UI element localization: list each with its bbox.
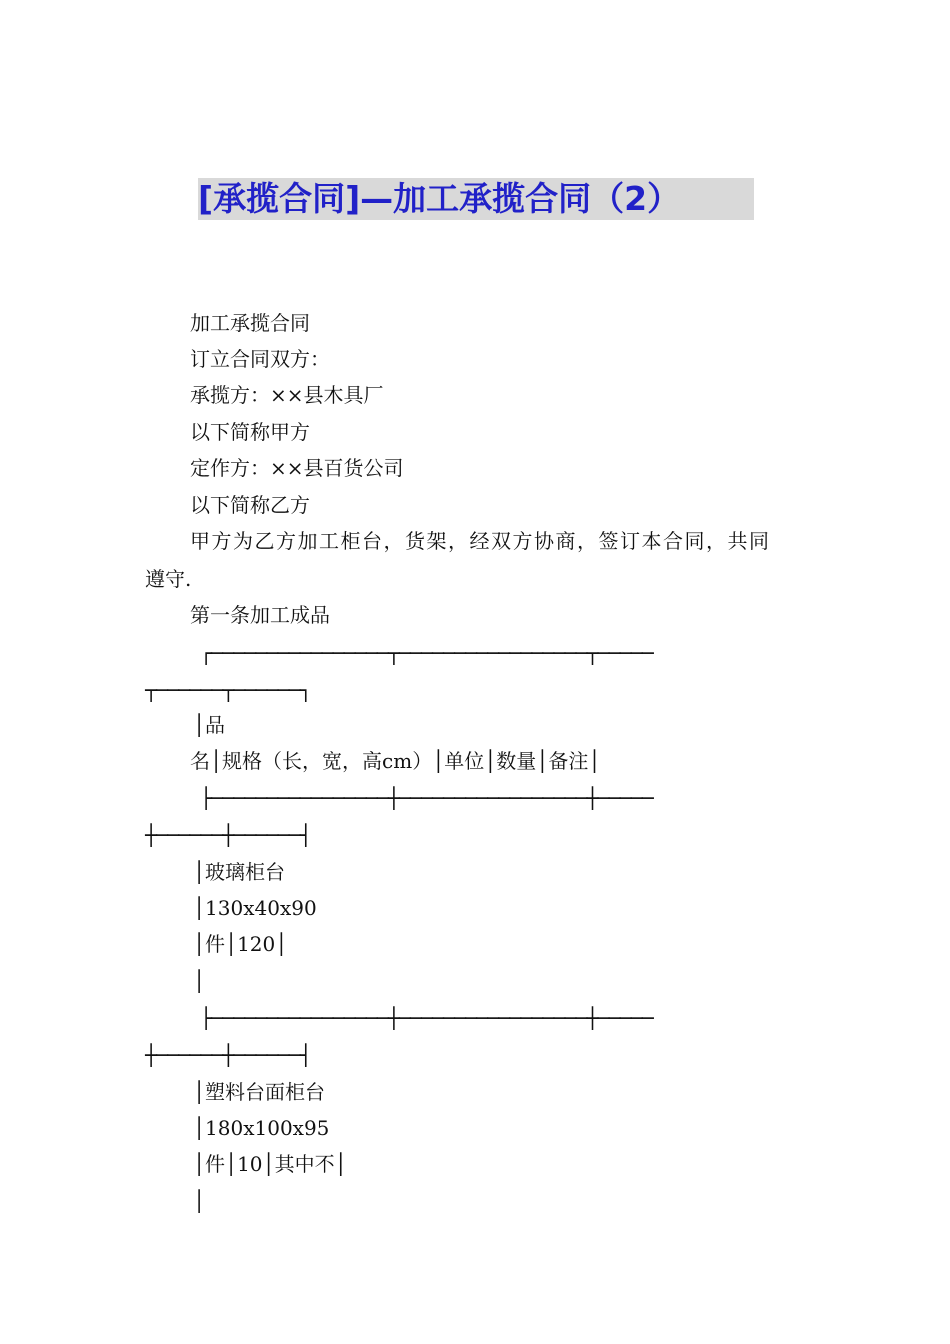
table-separator-2a: ├────────────────┼─────────────────┼───── [200,1006,653,1030]
row2-end: │ [193,1189,206,1213]
row2-size: │180x100x95 [193,1116,330,1140]
row2-name: │塑料台面柜台 [193,1080,326,1104]
row1-unit-qty: │件│120│ [193,932,288,956]
contractor-line: 承揽方：××县木具厂 [190,383,384,407]
preamble-line-2: 遵守. [145,567,192,591]
parties-label: 订立合同双方： [190,347,330,371]
row1-name: │玻璃柜台 [193,860,286,884]
row1-remark: │ [193,969,206,993]
table-header-part-1: │品 [193,713,226,737]
table-separator-2b: ┼──────┼──────┤ [145,1043,311,1067]
contract-heading: 加工承揽合同 [190,311,310,335]
table-header-part-2: 名│规格（长，宽，高cm）│单位│数量│备注│ [190,749,601,773]
party-b-alias: 以下简称乙方 [190,493,310,517]
client-line: 定作方：××县百货公司 [190,456,404,480]
row2-unit-qty-remark: │件│10│其中不│ [193,1152,347,1176]
table-border-top-b: ┬──────┬──────┐ [145,678,311,702]
row1-size: │130x40x90 [193,896,317,920]
article-one-heading: 第一条加工成品 [190,603,330,627]
table-border-top-a: ┌────────────────┬─────────────────┬───── [200,641,653,665]
party-a-alias: 以下简称甲方 [190,420,310,444]
table-separator-1a: ├────────────────┼─────────────────┼───── [200,786,653,810]
preamble-line-1: 甲方为乙方加工柜台，货架，经双方协商，签订本合同，共同 [190,529,771,553]
document-title: [承揽合同]—加工承揽合同（2） [198,179,681,218]
table-separator-1b: ┼──────┼──────┤ [145,823,311,847]
